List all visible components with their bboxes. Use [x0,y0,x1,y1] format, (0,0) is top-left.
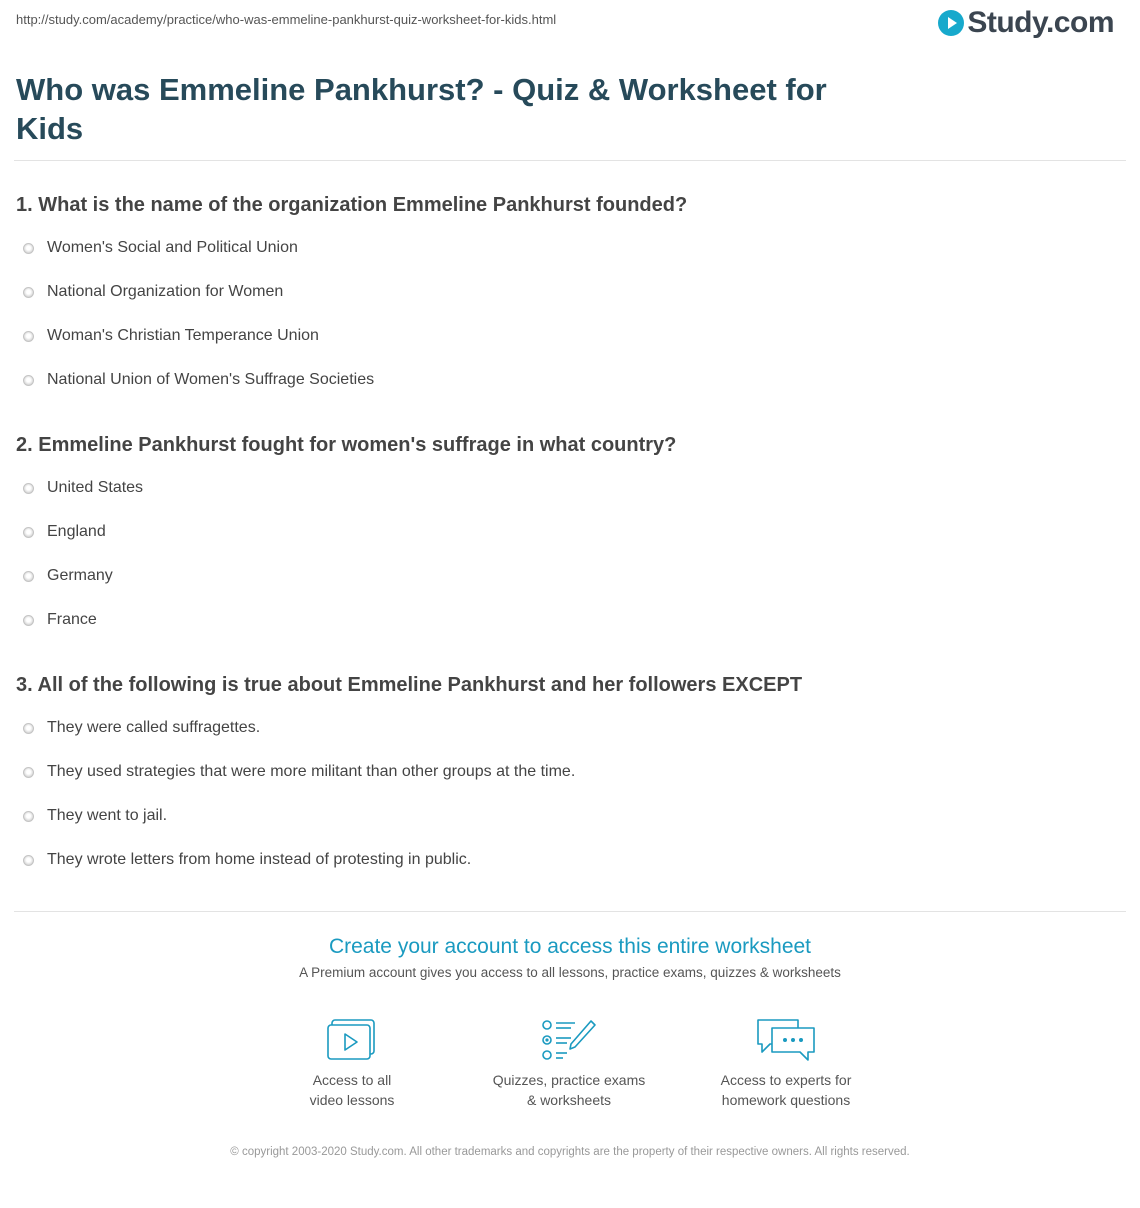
option-label: National Organization for Women [47,283,284,300]
feature-quizzes [479,1018,659,1110]
answer-option[interactable] [23,523,106,541]
feature-label-line: Quizzes, practice exams [492,1072,646,1088]
radio-button[interactable] [23,527,34,538]
quiz-divider [14,911,1126,912]
option-label: France [47,611,97,628]
play-circle-icon [938,10,964,36]
feature-label-line: Access to experts for [720,1072,852,1088]
answer-option[interactable] [23,567,113,585]
feature-label [262,1070,442,1110]
radio-button[interactable] [23,331,34,342]
radio-button[interactable] [23,243,34,254]
feature-label [696,1070,876,1110]
chat-bubbles-icon [754,1018,818,1062]
radio-button[interactable] [23,767,34,778]
option-label: They went to jail. [47,807,168,824]
page-title: Who was Emmeline Pankhurst? - Quiz & Worksheet for Kids [16,72,827,146]
radio-button[interactable] [23,571,34,582]
radio-button[interactable] [23,615,34,626]
option-label: They wrote letters from home instead of protesting in public. [47,851,472,868]
radio-button[interactable] [23,375,34,386]
answer-option[interactable] [23,851,471,869]
answer-option[interactable] [23,611,97,629]
answer-option[interactable] [23,371,374,389]
study-logo[interactable] [938,6,1114,40]
answer-option[interactable] [23,283,283,301]
answer-option[interactable] [23,807,167,825]
video-lessons-icon [326,1018,378,1062]
question-3: 3. All of the following is true about Emmeline Pankhurst and her followers EXCEPT [16,674,803,696]
feature-experts [696,1018,876,1110]
create-account-link[interactable]: Create your account to access this entire worksheet [328,935,812,958]
question-2: 2. Emmeline Pankhurst fought for women's suffrage in what country? [16,434,677,456]
option-label: Women's Social and Political Union [47,239,298,256]
quiz-checklist-icon [541,1018,597,1062]
feature-label-line: Access to all [312,1072,392,1088]
answer-option[interactable] [23,239,298,257]
option-label: England [47,523,106,540]
feature-label [479,1070,659,1110]
feature-video-lessons [262,1018,442,1110]
question-1: 1. What is the name of the organization Emmeline Pankhurst founded? [16,194,688,216]
radio-button[interactable] [23,723,34,734]
feature-label-line: video lessons [309,1092,395,1108]
radio-button[interactable] [23,287,34,298]
feature-label-line: homework questions [721,1092,851,1108]
option-label: National Union of Women's Suffrage Societies [47,371,375,388]
answer-option[interactable] [23,719,260,737]
copyright-text: © copyright 2003-2020 Study.com. All other trademarks and copyrights are the property of their respective owners. All rights reserved. [230,1146,910,1158]
option-label: They were called suffragettes. [47,719,261,736]
radio-button[interactable] [23,811,34,822]
answer-option[interactable] [23,763,575,781]
answer-option[interactable] [23,479,143,497]
copyright-footer [0,1144,1140,1161]
option-label: Woman's Christian Temperance Union [47,327,319,344]
logo-text: Study.com [967,6,1114,39]
title-divider [14,160,1126,161]
answer-option[interactable] [23,327,319,345]
premium-description: A Premium account gives you access to all lessons, practice exams, quizzes & worksheets [299,965,841,980]
page-url: http://study.com/academy/practice/who-was-emmeline-pankhurst-quiz-worksheet-for-kids.html [16,12,557,27]
option-label: Germany [47,567,113,584]
option-label: They used strategies that were more militant than other groups at the time. [47,763,576,780]
radio-button[interactable] [23,855,34,866]
feature-label-line: & worksheets [526,1092,612,1108]
radio-button[interactable] [23,483,34,494]
option-label: United States [47,479,144,496]
